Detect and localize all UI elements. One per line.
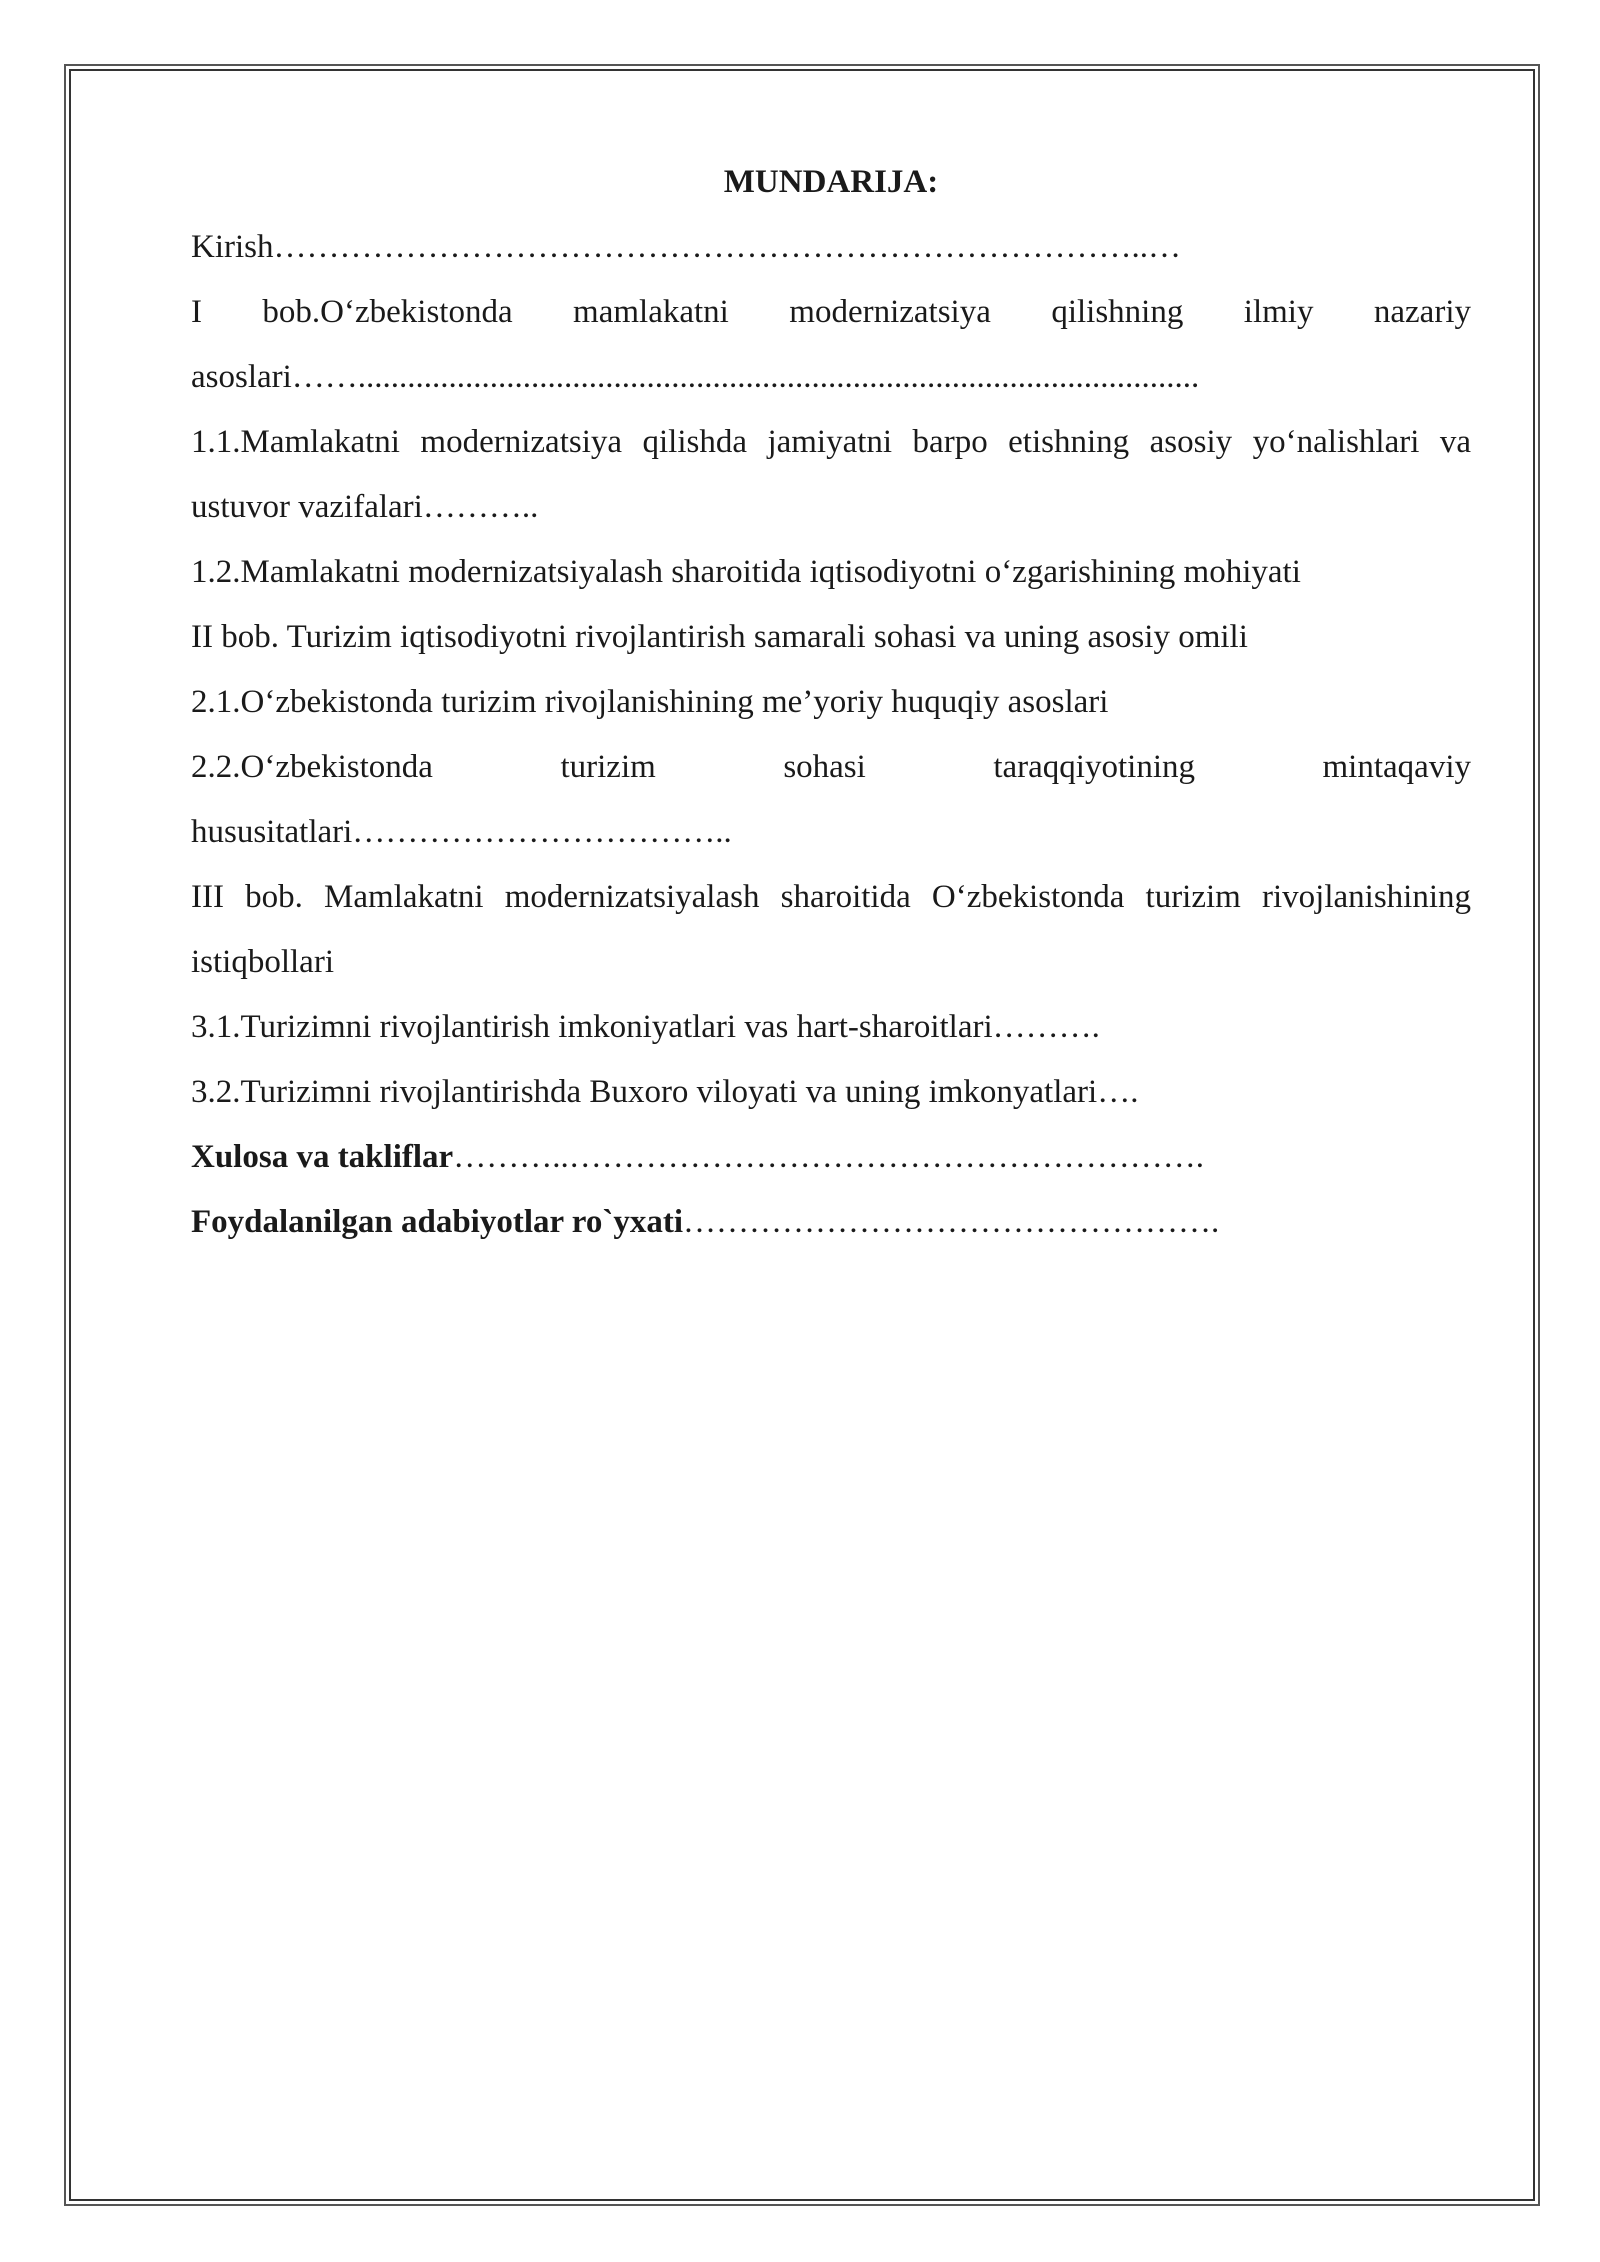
toc-entry-chapter-1: I bob.O‘zbekistonda mamlakatni modernizatsiya qilishning ilmiy nazariy asoslari……......................................................................................................	[191, 294, 1471, 395]
toc-title: MUNDARIJA:	[723, 164, 939, 200]
toc-entry-chapter-3: III bob. Mamlakatni modernizatsiyalash sharoitida O‘zbekistonda turizim rivojlanishining istiqbollari	[191, 879, 1471, 980]
toc-entry-conclusion-label: Xulosa va takliflar	[191, 1139, 454, 1175]
table-of-contents	[191, 150, 1471, 1255]
toc-entry-section-2-2: 2.2.O‘zbekistonda turizim sohasi taraqqiyotining mintaqaviy hususitatlari……………………………..	[191, 749, 1471, 850]
toc-entry-section-3-2: 3.2.Turizimni rivojlantirishda Buxoro viloyati va uning imkonyatlari….	[191, 1074, 1139, 1110]
toc-entry-section-1-2: 1.2.Mamlakatni modernizatsiyalash sharoitida iqtisodiyotni o‘zgarishining mohiyati	[191, 554, 1301, 590]
toc-entry-references-leader: ………………………………………….	[683, 1204, 1220, 1240]
toc-entry-kirish: Kirish……………………………………………………………………..…	[191, 229, 1181, 265]
toc-entry-references-label: Foydalanilgan adabiyotlar ro`yxati	[191, 1204, 684, 1240]
toc-entry-references	[191, 1190, 1471, 1255]
toc-entry-conclusion	[191, 1125, 1471, 1190]
toc-entry-chapter-2: II bob. Turizim iqtisodiyotni rivojlantirish samarali sohasi va uning asosiy omili	[191, 619, 1248, 655]
toc-entry-conclusion-leader: ………..………………………………………………….	[453, 1139, 1204, 1175]
toc-entry-section-3-1: 3.1.Turizimni rivojlantirish imkoniyatlari vas hart-sharoitlari……….	[191, 1009, 1100, 1045]
toc-entry-section-1-1: 1.1.Mamlakatni modernizatsiya qilishda jamiyatni barpo etishning asosiy yo‘nalishlari va ustuvor vazifalari………..	[191, 424, 1471, 525]
toc-entry-section-2-1: 2.1.O‘zbekistonda turizim rivojlanishining me’yoriy huquqiy asoslari	[191, 684, 1109, 720]
